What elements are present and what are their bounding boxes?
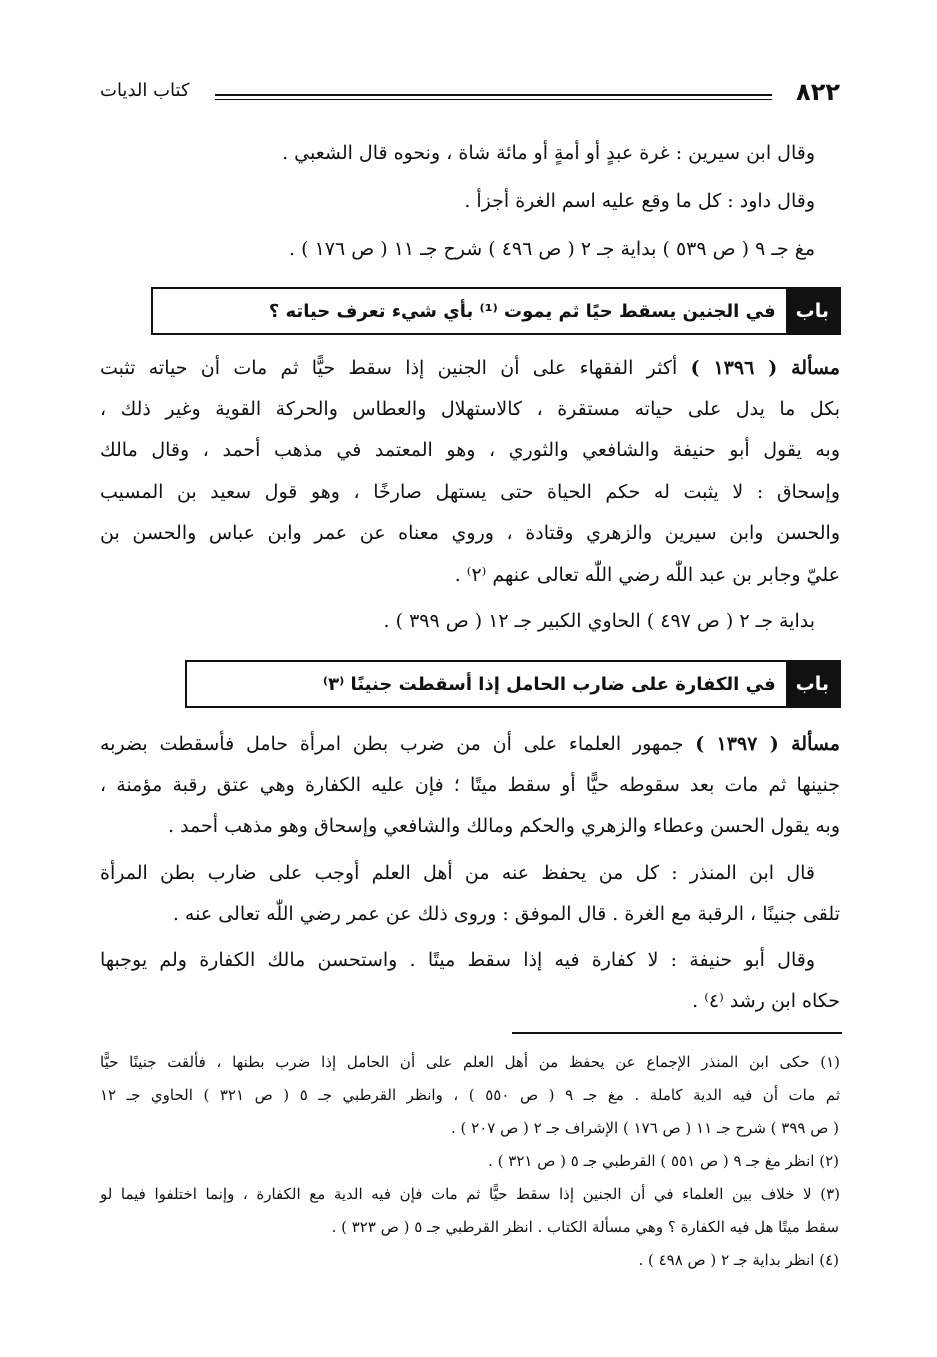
header-rule — [215, 94, 772, 100]
chapter-tag: باب — [786, 289, 839, 333]
masala-line — [100, 729, 840, 759]
reference-line: مغ جـ ٩ ( ص ٥٣٩ ) بداية جـ ٢ ( ص ٤٩٦ ) شرح جـ ١١ ( ص ١٧٦ ) . — [289, 238, 815, 260]
footnote-line: (٢) انظر مغ جـ ٩ ( ص ٥٥١ ) القرطبي جـ ٥ ( ص ٣٢١ ) . — [488, 1152, 839, 1170]
text-line: وبه يقول أبو حنيفة والشافعي والثوري ، وهو المعتمد في مذهب أحمد ، وقال مالك — [100, 439, 840, 461]
footnote-line: (١) حكى ابن المنذر الإجماع عن يحفظ من أهل العلم على أن الحامل إذا ضرب بطنها ، فألقت جنينًا حيًّا — [100, 1053, 840, 1071]
text-line: عليّ وجابر بن عبد اللّٰه رضي اللّٰه تعالى عنهم ⁽٢⁾ . — [454, 564, 840, 586]
text-line: جنينها ثم مات بعد سقوطه حيًّا أو سقط ميتًا ؛ فإن عليه الكفارة وهي عتق رقبة مؤمنة ، — [100, 774, 840, 796]
masala-label: مسألة ( ١٣٩٧ ) — [695, 733, 840, 755]
reference-line: بداية جـ ٢ ( ص ٤٩٧ ) الحاوي الكبير جـ ١٢ ( ص ٣٩٩ ) . — [383, 610, 815, 632]
text-line: تلقى جنينًا ، الرقبة مع الغرة . قال الموفق : وروى ذلك عن عمر رضي اللّٰه تعالى عنه . — [172, 903, 840, 925]
chapter-tag: باب — [786, 662, 839, 706]
page-number: ٨٢٢ — [796, 78, 840, 106]
text-line: وقال أبو حنيفة : لا كفارة فيه إذا سقط ميتًا . واستحسن مالك الكفارة ولم يوجبها — [100, 949, 815, 971]
footnote-line: ثم مات أن فيه الدية كاملة . مغ جـ ٩ ( ص ٥٥٠ ) ، وانظر القرطبي جـ ٥ ( ص ٣٢١ ) الحاوي جـ ١٢ — [100, 1086, 840, 1104]
text-line: قال ابن المنذر : كل من يحفظ عنه من أهل العلم أوجب على ضارب بطن المرأة — [100, 862, 815, 884]
masala-label: مسألة ( ١٣٩٦ ) — [690, 357, 840, 379]
footnote-line: (٤) انظر بداية جـ ٢ ( ص ٤٩٨ ) . — [638, 1251, 839, 1269]
chapter-heading-2 — [185, 660, 841, 708]
masala-text: جمهور العلماء على أن من ضرب بطن امرأة حامل فأسقطت بضربه — [100, 733, 684, 755]
footnote-line: ( ص ٣٩٩ ) شرح جـ ١١ ( ص ١٧٦ ) الإشراف جـ ٢ ( ص ٢٠٧ ) . — [451, 1119, 839, 1137]
text-line: بكل ما يدل على حياته مستقرة ، كالاستهلال والعطاس والحركة القوية وغير ذلك ، — [100, 398, 840, 420]
page-header — [100, 78, 840, 118]
footnote-line: (٣) لا خلاف بين العلماء في أن الجنين إذا سقط حيًّا ثم مات فإن فيه الدية مع الكفارة ، وإنما اختلفوا فيما لو — [100, 1185, 840, 1203]
text-line: وقال داود : كل ما وقع عليه اسم الغرة أجزأ . — [464, 190, 815, 212]
text-line: وقال ابن سيرين : غرة عبدٍ أو أمةٍ أو مائة شاة ، ونحوه قال الشعبي . — [282, 142, 815, 164]
masala-text: أكثر الفقهاء على أن الجنين إذا سقط حيًّا ثم مات أن حياته تثبت — [100, 357, 678, 379]
book-title: كتاب الديات — [100, 80, 190, 101]
chapter-title: في الجنين يسقط حيًا ثم يموت ⁽¹⁾ بأي شيء تعرف حياته ؟ — [268, 300, 776, 322]
chapter-title: في الكفارة على ضارب الحامل إذا أسقطت جنينًا ⁽٣⁾ — [322, 673, 776, 695]
footnote-line: سقط ميتًا هل فيه الكفارة ؟ وهي مسألة الكتاب . انظر القرطبي جـ ٥ ( ص ٣٢٣ ) . — [331, 1218, 839, 1236]
masala-line — [100, 353, 840, 383]
text-line: وبه يقول الحسن وعطاء والزهري والحكم ومالك والشافعي وإسحاق وهو مذهب أحمد . — [168, 815, 840, 837]
text-line: والحسن وابن سيرين والزهري وقتادة ، وروي معناه عن عمر وابن عباس والحسن بن — [100, 522, 840, 544]
text-line: وإسحاق : لا يثبت له حكم الحياة حتى يستهل صارخًا ، وهو قول سعيد بن المسيب — [100, 481, 840, 503]
footnote-separator — [512, 1032, 842, 1034]
chapter-heading-1 — [151, 287, 841, 335]
text-line: حكاه ابن رشد ⁽٤⁾ . — [692, 990, 840, 1012]
